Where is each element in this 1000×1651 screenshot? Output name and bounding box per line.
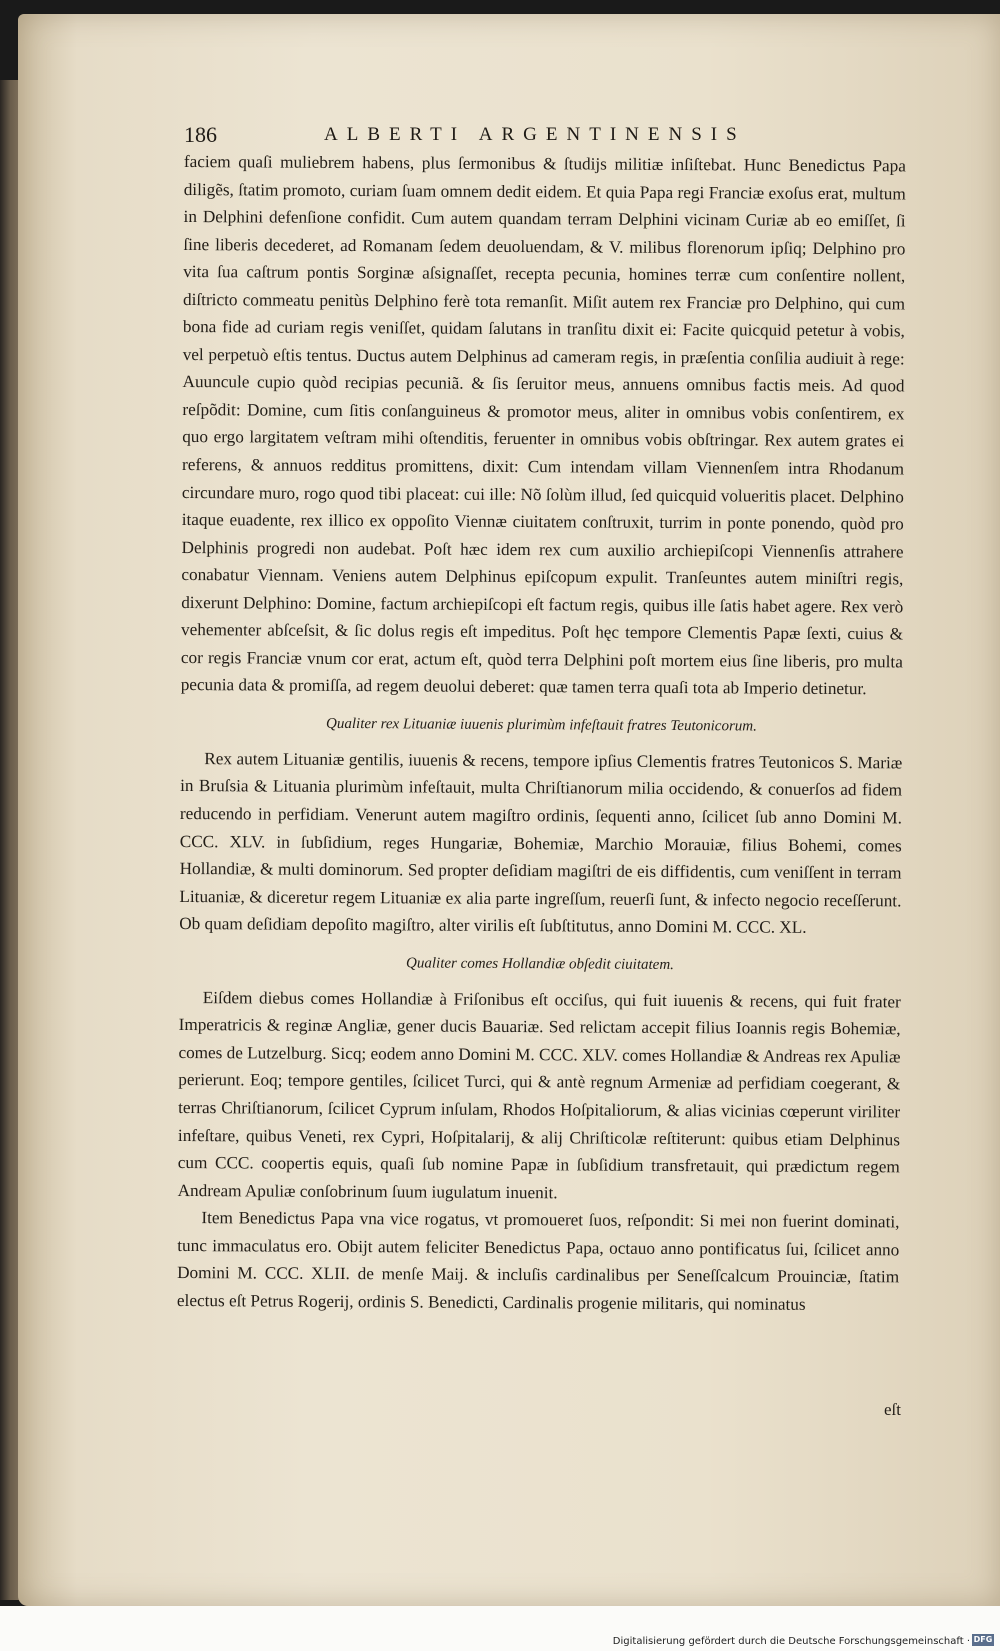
paragraph-lithuania: Rex autem Lituaniæ gentilis, iuuenis & recens, tempore ipſius Clementis fratres Teutonicos S. Mariæ in Bruſsia & Lituania plurimùm infeſtauit, multa Chriſtianorum milia occidendo, & conuerſos ad fidem reducendo in perfidiam. Venerunt autem magiſtro ordinis, ſequenti anno, ſcilicet ſub anno Domini M. CCC. XLV. in ſubſidium, reges Hungariæ, Bohemiæ, Marchio Morauiæ, filius Bohemi, comes Hollandiæ, & multi dominorum. Sed propter deſidiam magiſtri de eis diffidentis, cum veniſſent in terram Lituaniæ, & diceretur regem Lituaniæ ex alia parte ingreſſum, reuerſi ſunt, & infecto negocio receſſerunt. Ob quam deſidiam depoſito magiſtro, alter virilis eſt ſubſtitutus, anno Domini M. CCC. XL.	[179, 749, 903, 938]
footer-credit: Digitalisierung gefördert durch die Deutsche Forschungsgemeinschaft ·	[612, 1636, 970, 1647]
dfg-logo-icon: DFG	[973, 1635, 993, 1644]
page-header	[184, 122, 944, 152]
paragraph-holland: Eiſdem diebus comes Hollandiæ à Friſonibus eſt occiſus, qui fuit iuuenis & recens, qui fuit frater Imperatricis & reginæ Angliæ, gener ducis Bauariæ. Sed relictam accepit filius Ioannis regis Bohemiæ, comes de Lutzelburg. Sicq; eodem anno Domini M. CCC. XLV. comes Hollandiæ & Andreas rex Apuliæ perierunt. Eoq; tempore gentiles, ſcilicet Turci, qui & antè regnum Armeniæ ad perfidiam coegerant, & terras Chriſtianorum, ſcilicet Cyprum inſulam, Rhodos Hoſpitaliorum, & alias vicinias cœperunt viriliter infeſtare, quibus Veneti, rex Cypri, Hoſpitalarij, & alij Chriſticolæ reſtiterunt: quibus etiam Delphinus cum CCC. coopertis equis, quaſi ſub nomine Papæ in ſubſidium transfretauit, qui prædictum regem Andream Apuliæ conſobrinum ſuum iugulatum inuenit.	[177, 987, 901, 1202]
paragraph-1: faciem quaſi muliebrem habens, plus ſermonibus & ſtudijs militiæ inſiſtebat. Hunc Benedictus Papa diligẽs, ſtatim promoto, curiam ſuam omnem dedit eidem. Et quia Papa regi Franciæ exoſus erat, multum in Delphini defenſione confidit. Cum autem quandam terram Delphini vicinam Curiæ ab eo emiſſet, ſi ſine liberis decederet, ad Romanam ſedem deuoluendam, & V. milibus florenorum ipſiq; Delphino pro vita ſua caſtrum pontis Sorginæ aſsignaſſet, recepta pecunia, homines terræ cum conſentire nollent, diſtricto commeatu penitùs Delphino ferè tota remanſit. Miſit autem rex Franciæ pro Delphino, qui cum bona fide ad curiam regis veniſſet, quidam ſalutans in tranſitu dixit ei: Facite quicquid petetur à vobis, vel perpetuò eſtis tentus. Ductus autem Delphinus ad cameram regis, in præſentia conſilia audiuit à rege: Auuncule cupio quòd recipias pecuniã. & ſis ſeruitor meus, annuens omnibus factis meis. Ad quod reſpõdit: Domine, cum ſitis conſanguineus & promotor meus, aliter in omnibus vobis conſentirem, ex quo ergo largitatem veſtram mihi oſtenditis, feruenter in omnibus vobis obſtringar. Rex autem grates ei referens, & annuos redditus promittens, dixit: Cum intendam villam Viennenſem intra Rhodanum circundare muro, rogo quod tibi placeat: cui ille: Nõ ſolùm illud, ſed quicquid volueritis placet. Delphino itaque euadente, rex illico ex oppoſito Viennæ ciuitatem conſtruxit, turrim in ponte ponendo, quòd pro Delphinis progredi non audebat. Poſt hæc idem rex cum auxilio archiepiſcopi Viennenſis attrahere conabatur Viennam. Veniens autem Delphinus epiſcopum expulit. Tranſeuntes autem miniſtri regis, dixerunt Delphino: Domine, factum archiepiſcopi eſt factum regis, quibus ille ſatis habet agere. Rex verò vehementer abſceſsit, & ſic dolus regis eſt impeditus. Poſt hęc tempore Clementis Papæ ſexti, cuius & cor regis Franciæ vnum cor erat, actum eſt, quòd terra Delphini poſt mortem eius ſine liberis, pro multa pecunia data & promiſſa, ad regem deuolui deberet: quæ tamen terra quaſi tota ab Imperio detinetur.	[180, 151, 906, 699]
section-heading-holland: Qualiter comes Hollandiæ obſedit ciuitatem.	[406, 955, 675, 973]
catchword: eſt	[884, 1400, 901, 1419]
paragraph-benedict: Item Benedictus Papa vna vice rogatus, vt promoueret ſuos, reſpondit: Si mei non fuerint dominati, tunc immaculatus ero. Obijt autem feliciter Benedictus Papa, octauo anno pontificatus ſui, ſcilicet anno Domini M. CCC. XLII. de menſe Maij. & incluſis cardinalibus per Seneſſcalcum Prouinciæ, ſtatim electus eſt Petrus Rogerij, ordinis S. Benedicti, Cardinalis progenie militaris, qui nominatus	[176, 1208, 900, 1314]
text-block	[177, 148, 906, 1319]
section-heading-lithuania: Qualiter rex Lituaniæ iuuenis plurimùm infeſtauit fratres Teutonicorum.	[326, 715, 757, 735]
running-head: ALBERTI ARGENTINENSIS	[324, 124, 746, 145]
page-number: 186	[184, 122, 217, 147]
